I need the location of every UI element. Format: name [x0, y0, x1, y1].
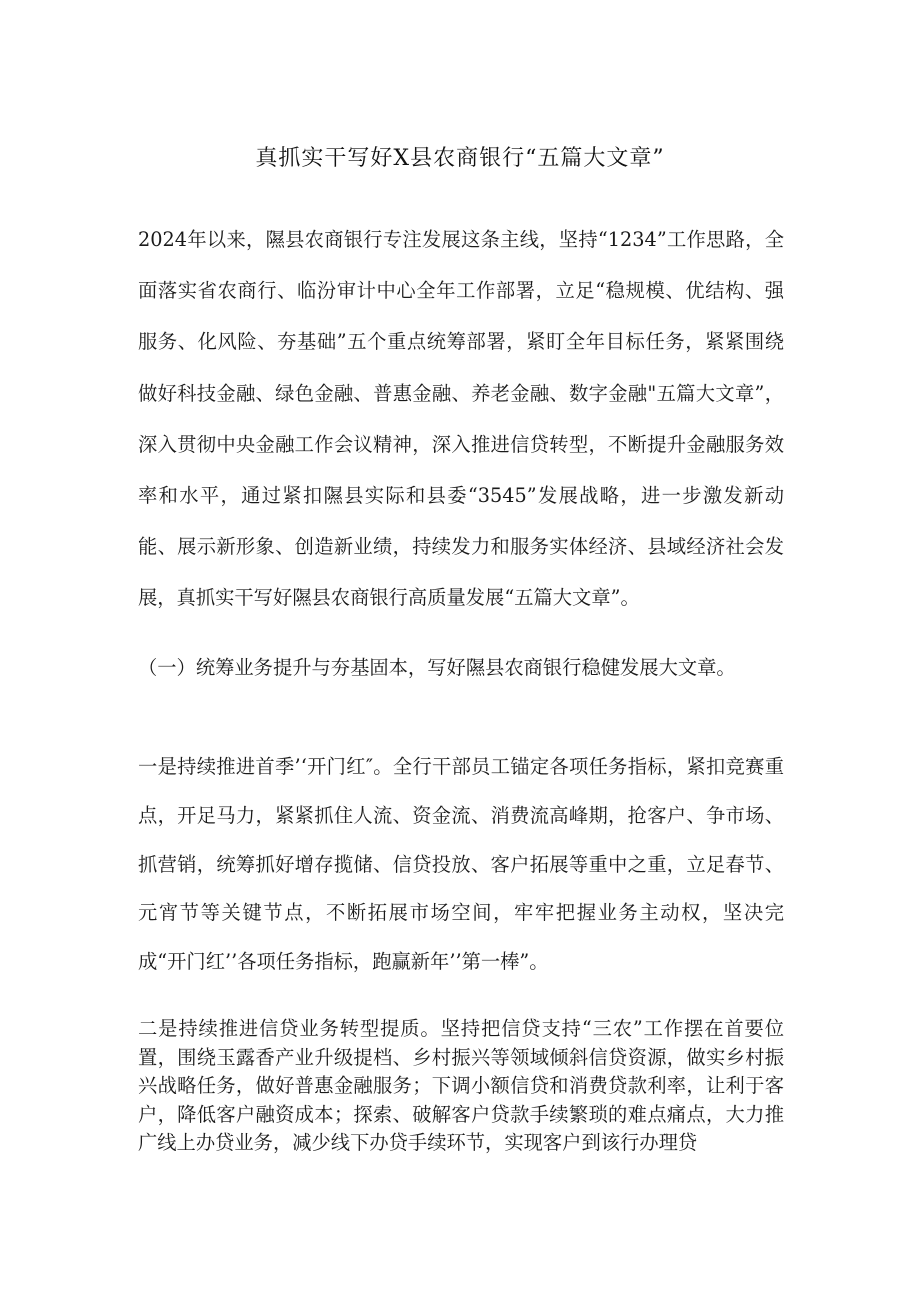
intro-paragraph: 2024年以来，隰县农商银行专注发展这条主线，坚持“1234”工作思路，全面落实省农商行、临汾审计中心全年工作部署，立足“稳规模、优结构、强服务、化风险、夯基础”五个重点统筹部署，紧盯全年目标任务，紧紧围绕做好科技金融、绿色金融、普惠金融、养老金融、数字金融"五篇大文章”，深入贯彻中央金融工作会议精神，深入推进信贷转型，不断提升金融服务效率和水平，通过紧扣隰县实际和县委“3545”发展战略，进一步激发新动能、展示新形象、创造新业绩，持续发力和服务实体经济、县域经济社会发展，真抓实干写好隰县农商银行高质量发展“五篇大文章”。: [138, 228, 784, 610]
section-heading: （一）统筹业务提升与夯基固本，写好隰县农商银行稳健发展大文章。: [138, 656, 736, 679]
document-title: 真抓实干写好X县农商银行“五篇大文章”: [255, 146, 665, 171]
body-paragraph-1: 一是持续推进首季’‘开门红″。全行干部员工锚定各项任务指标，紧扣竞赛重点，开足马力，紧紧抓住人流、资金流、消费流高峰期，抢客户、争市场、抓营销，统筹抓好增存揽储、信贷投放、客户拓展等重中之重，立足春节、元宵节等关键节点，不断拓展市场空间，牢牢把握业务主动权，坚决完成“开门红’’各项任务指标，跑赢新年’’第一棒”。: [138, 755, 784, 974]
body-paragraph-2: 二是持续推进信贷业务转型提质。坚持把信贷支持“三农”工作摆在首要位置，围绕玉露香产业升级提档、乡村振兴等领域倾斜信贷资源，做实乡村振兴战略任务，做好普惠金融服务；下调小额信贷和消费贷款利率，让利于客户，降低客户融资成本；探索、破解客户贷款手续繁琐的难点痛点，大力推广线上办贷业务，减少线下办贷手续环节，实现客户到该行办理贷: [138, 1017, 784, 1154]
